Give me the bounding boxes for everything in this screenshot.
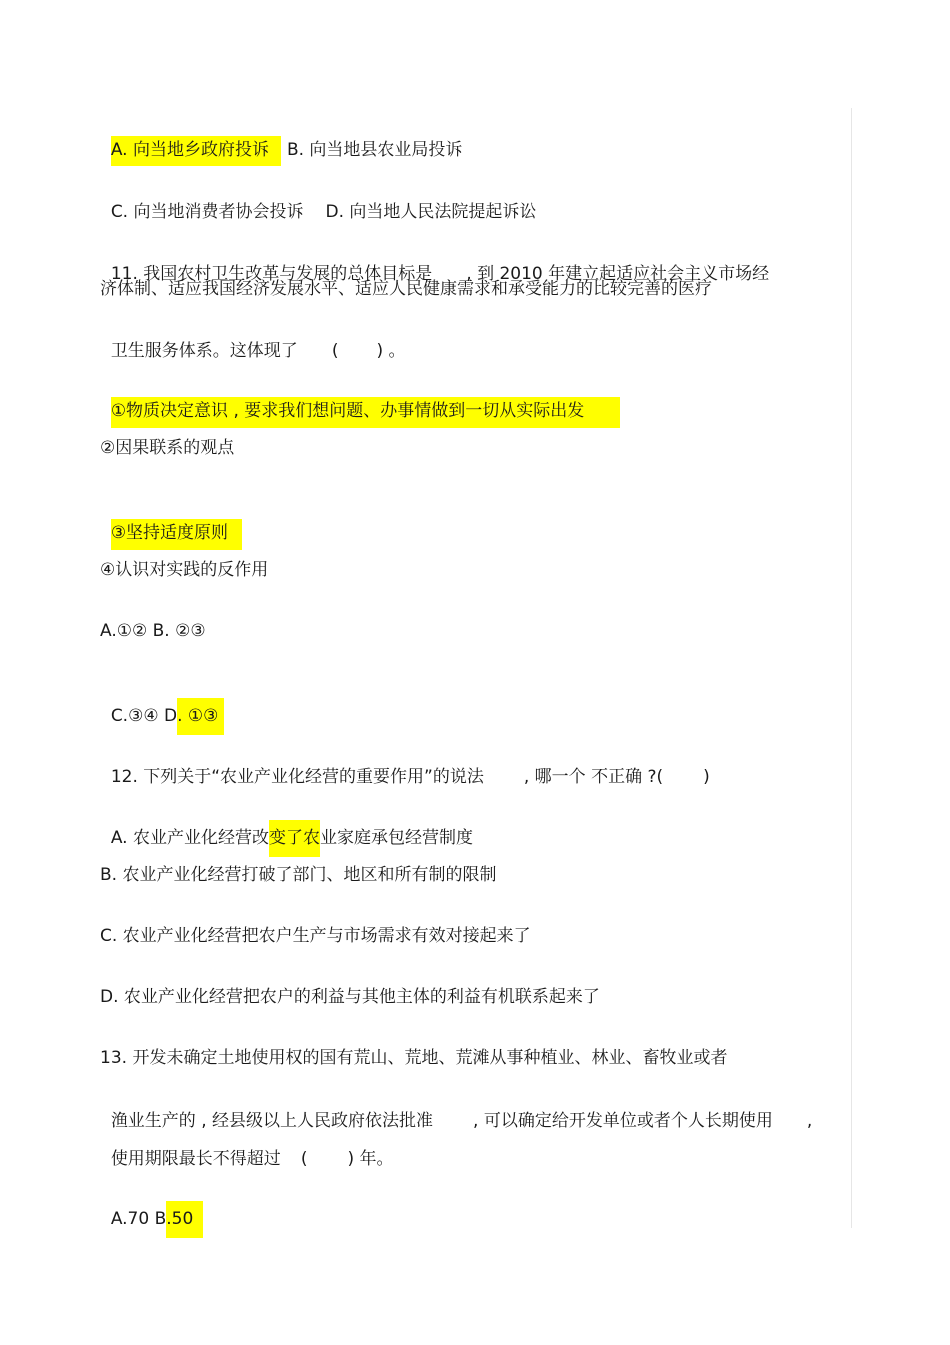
q11-paren-close: ) 。 <box>376 341 406 361</box>
q12-option-a-text-end: 业家庭承包经营制度 <box>319 828 473 848</box>
q11-option-c: C.③④ D <box>110 706 178 726</box>
q13-option-a-b: A.70 B <box>110 1209 167 1229</box>
q12-option-a-text: A. 农业产业化经营改 <box>110 828 269 848</box>
q11-stem-text-3: 卫生服务体系。这体现了 <box>110 341 298 361</box>
q13-options <box>100 1183 203 1231</box>
q11-stem-text-1b: , 到 2010 年建立起适应社会主义市场经 <box>466 264 770 284</box>
q11-options-ab: A.①② B. ②③ <box>100 621 206 641</box>
q12-option-a-highlighted: 变了农 <box>269 820 320 857</box>
q12-stem-text-3: ) <box>703 767 710 787</box>
q11-item-3 <box>100 497 242 545</box>
q11-item-4: ④认识对实践的反作用 <box>100 560 269 580</box>
q11-stem-line-3 <box>100 315 406 363</box>
q13-paren-open: ( <box>300 1149 308 1169</box>
q12-option-d: D. 农业产业化经营把农户的利益与其他主体的利益有机联系起来了 <box>100 987 600 1007</box>
q10-option-a-highlighted: A. 向当地乡政府投诉 <box>111 136 281 166</box>
q10-options-row-2 <box>100 176 536 224</box>
q11-item-2: ②因果联系的观点 <box>100 438 235 458</box>
q11-paren-open: ( <box>331 341 339 361</box>
q12-option-a <box>100 802 473 850</box>
q13-stem-line-1: 13. 开发未确定土地使用权的国有荒山、荒地、荒滩从事种植业、林业、畜牧业或者 <box>100 1048 728 1068</box>
q13-stem-text-2b: , 可以确定给开发单位或者个人长期使用 <box>473 1111 773 1131</box>
q12-stem-text-1: 12. 下列关于“农业产业化经营的重要作用”的说法 <box>110 767 484 787</box>
q11-options-cd <box>100 680 224 728</box>
q13-stem-text-3: 使用期限最长不得超过 <box>110 1149 281 1169</box>
q13-paren-close: ) 年。 <box>347 1149 394 1169</box>
q12-option-c: C. 农业产业化经营把农户生产与市场需求有效对接起来了 <box>100 926 531 946</box>
q13-stem-text-2c: , <box>806 1111 813 1131</box>
q11-item-1-highlighted: ①物质决定意识 , 要求我们想问题、办事情做到一切从实际出发 <box>111 397 620 428</box>
q10-option-b: B. 向当地县农业局投诉 <box>286 140 463 160</box>
q11-stem-text-1a: 11. 我国农村卫生改革与发展的总体目标是 <box>110 264 433 284</box>
q11-item-1 <box>100 375 620 423</box>
q13-stem-line-3 <box>100 1123 394 1171</box>
q13-stem-text-2a: 渔业生产的 , 经县级以上人民政府依法批准 <box>110 1111 434 1131</box>
page-border <box>851 108 852 1228</box>
q10-option-c: C. 向当地消费者协会投诉 <box>110 202 304 222</box>
q10-options-row-1 <box>100 114 462 162</box>
q12-stem <box>100 741 710 789</box>
q11-stem-line-2: 济体制、适应我国经济发展水平、适应人民健康需求和承受能力的比较完善的医疗 <box>100 279 712 299</box>
q11-option-d-highlighted: . ①③ <box>177 698 224 735</box>
q10-option-d: D. 向当地人民法院提起诉讼 <box>325 202 537 222</box>
q12-stem-text-2: , 哪一个 不正确 ?( <box>523 767 664 787</box>
q11-item-3-highlighted: ③坚持适度原则 <box>111 519 242 550</box>
q12-option-b: B. 农业产业化经营打破了部门、地区和所有制的限制 <box>100 865 497 885</box>
q13-option-b-highlighted: .50 <box>166 1201 203 1238</box>
